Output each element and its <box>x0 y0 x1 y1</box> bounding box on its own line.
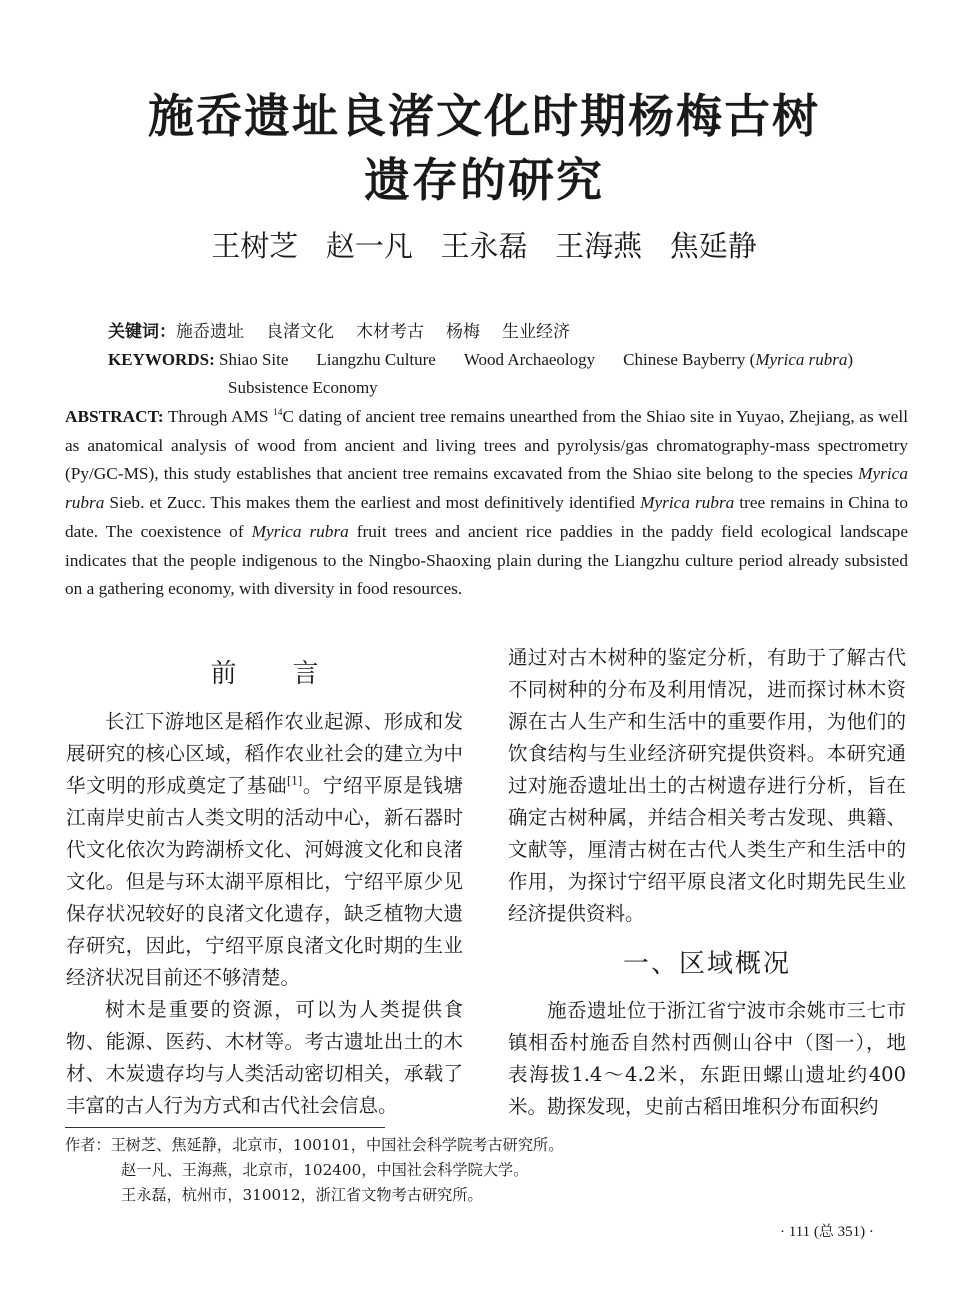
abstract-italic: Myrica rubra <box>65 464 908 513</box>
paragraph-text: 长江下游地区是稻作农业起源、形成和发展研究的核心区域，稻作农业社会的建立为中华文明的形成奠定了基础 <box>66 710 463 797</box>
abstract <box>65 403 908 604</box>
keyword-en-italic: Myrica rubra <box>755 350 848 369</box>
paragraph <box>66 706 463 994</box>
keywords-en-line2: Subsistence Economy <box>228 378 378 397</box>
keyword-en: Shiao Site <box>218 350 289 369</box>
footnote-divider <box>65 1127 385 1128</box>
keyword-cn: 良渚文化 <box>266 322 334 342</box>
abstract-text: fruit trees and ancient rice paddies in the paddy field ecological landscape indicates that the people indigenous to the Ningbo-Shaoxing plain during the Liangzhu culture period already subsisted on a gathering economy, with diversity in food resources. <box>65 521 908 599</box>
abstract-italic: Myrica rubra <box>640 493 735 513</box>
keyword-en: Chinese Bayberry ( <box>623 350 756 369</box>
keyword-cn: 杨梅 <box>446 322 480 342</box>
footnote-line: 赵一凡、王海燕，北京市，102400，中国社会科学院大学。 <box>121 1161 529 1179</box>
title-line-1: 施岙遗址良渚文化时期杨梅古树 <box>148 89 820 143</box>
footnote-line: 王永磊，杭州市，310012，浙江省文物考古研究所。 <box>121 1186 483 1204</box>
page-number: · 111 (总 351) · <box>780 1224 874 1240</box>
paragraph: 通过对古木树种的鉴定分析，有助于了解古代不同树种的分布及利用情况，进而探讨林木资源在古人生产和生活中的重要作用，为他们的饮食结构与生业经济研究提供资料。本研究通过对施岙遗址出土的古树遗存进行分析，旨在确定古树种属，并结合相关考古发现、典籍、文献等，厘清古树在古代人类生产和生活中的作用，为探讨宁绍平原良渚文化时期先民生业经济提供资料。 <box>508 646 906 925</box>
keywords-cn <box>108 318 570 346</box>
authors: 王树芝 赵一凡 王永磊 王海燕 焦延静 <box>211 229 757 263</box>
paragraph: 施岙遗址位于浙江省宁波市余姚市三七市镇相岙村施岙自然村西侧山谷中（图一），地表海拔1.4～4.2米，东距田螺山遗址约400米。勘探发现，史前古稻田堆积分布面积约 <box>508 999 906 1118</box>
keyword-cn: 施岙遗址 <box>176 322 244 342</box>
abstract-italic: Myrica rubra <box>251 521 349 541</box>
right-column <box>508 642 906 930</box>
abstract-text: Sieb. et Zucc. This makes them the earliest and most definitively identified <box>104 493 641 513</box>
citation-ref: [1] <box>287 774 303 788</box>
abstract-superscript: 14 <box>273 408 283 419</box>
paragraph-text: 。宁绍平原是钱塘江南岸史前古人类文明的活动中心，新石器时代文化依次为跨湖桥文化、河姆渡文化和良渚文化。但是与环太湖平原相比，宁绍平原少见保存状况较好的良渚文化遗存，缺乏植物大遗存研究，因此，宁绍平原良渚文化时期的生业经济状况目前还不够清楚。 <box>66 774 463 989</box>
section-heading-preface: 前言 <box>210 659 375 689</box>
keyword-en: Wood Archaeology <box>463 350 596 369</box>
footnote-line: 作者：王树芝、焦延静，北京市，100101，中国社会科学院考古研究所。 <box>65 1136 564 1154</box>
paragraph: 树木是重要的资源，可以为人类提供食物、能源、医药、木材等。考古遗址出土的木材、木炭遗存均与人类活动密切相关，承载了丰富的古人行为方式和古代社会信息。 <box>66 998 463 1117</box>
keyword-cn: 生业经济 <box>502 322 570 342</box>
abstract-text: Through AMS <box>163 407 274 426</box>
keyword-cn: 木材考古 <box>356 322 424 342</box>
section-heading-region: 一、区域概况 <box>622 949 791 979</box>
keywords-en <box>108 346 908 374</box>
keyword-en-close: ) <box>847 350 854 369</box>
left-column <box>66 706 463 1122</box>
keywords-en-label: KEYWORDS: <box>108 350 215 369</box>
abstract-text: C dating of ancient tree remains unearthed from the Shiao site in Yuyao, Zhejiang, as well as anatomical analysis of wood from ancient and living trees and pyrolysis/gas chromatography-mass spectrometry (Py/GC-MS), this study establishes that ancient tree remains excavated from the Shiao site belong to the species <box>65 407 909 484</box>
right-column-lower <box>508 995 906 1123</box>
title-line-2: 遗存的研究 <box>364 153 604 207</box>
keyword-en: Liangzhu Culture <box>316 350 436 369</box>
keywords-cn-label: 关键词： <box>108 322 176 342</box>
abstract-label: ABSTRACT: <box>65 407 164 426</box>
abstract-text: tree remains in China to date. The coexistence of <box>65 493 908 541</box>
